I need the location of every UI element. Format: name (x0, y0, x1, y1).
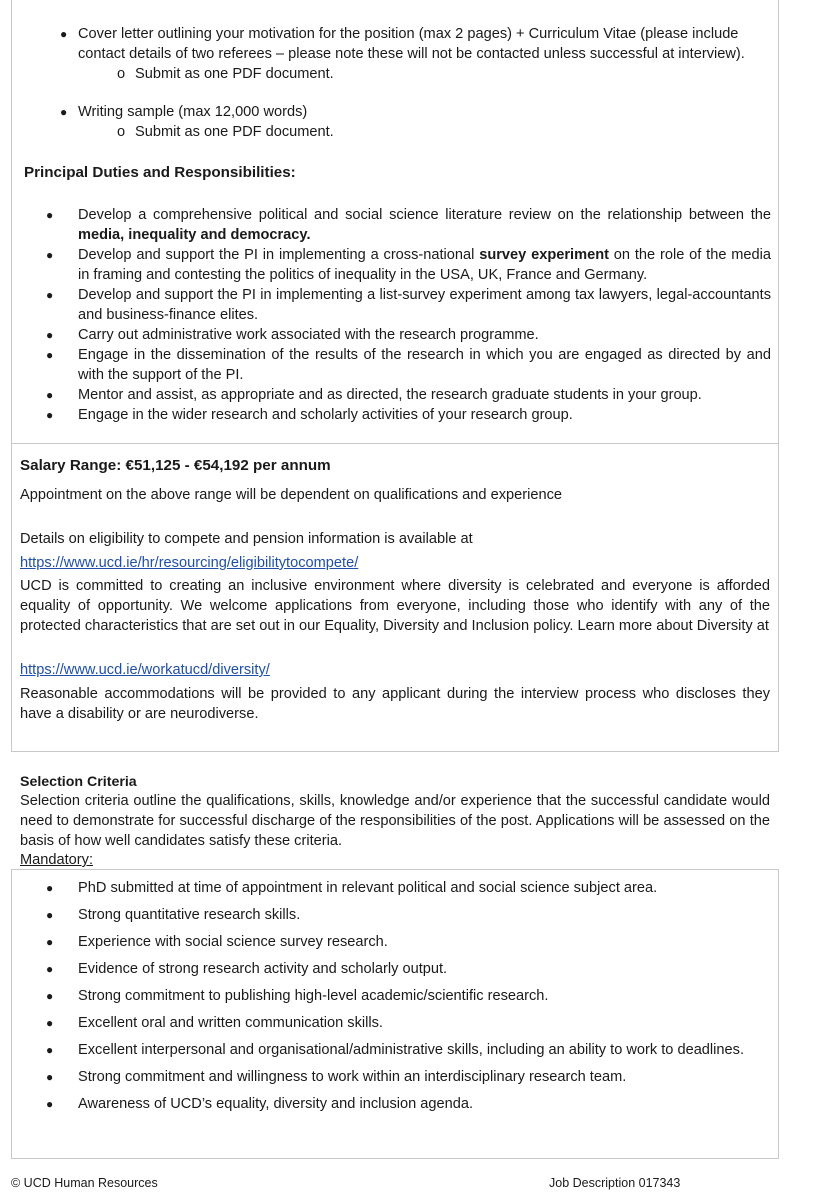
criteria-item (0, 959, 771, 979)
bullet-icon: ● (46, 908, 54, 922)
selection-criteria-description: Selection criteria outline the qualifications, skills, knowledge and/or experience that the successful candidate would need to demonstrate for successful discharge of the responsibilities of the post. Applications will be assessed on the basis of how well candidates satisfy these criteria. (20, 793, 770, 849)
diversity-link[interactable]: https://www.ucd.ie/workatucd/diversity/ (20, 662, 270, 678)
duties-heading: Principal Duties and Responsibilities: (24, 164, 296, 181)
bullet-icon: ● (46, 408, 54, 422)
salary-heading: Salary Range: €51,125 - €54,192 per annum (20, 457, 331, 474)
bullet-icon: ● (46, 935, 54, 949)
sub-list-item-text: Submit as one PDF document. (135, 124, 334, 140)
criteria-text: Strong quantitative research skills. (78, 907, 301, 923)
sub-list-item (0, 122, 780, 142)
bullet-icon: ● (46, 1070, 54, 1084)
criteria-text: Evidence of strong research activity and scholarly output. (78, 961, 448, 977)
bullet-icon: ● (46, 328, 54, 342)
duty-text: Develop and support the PI in implementing a cross-national survey experiment on the role of the media in framing and contesting the politics of inequality in the USA, UK, France and Germany. (78, 247, 772, 283)
appointment-note: Appointment on the above range will be dependent on qualifications and experience (20, 487, 562, 503)
duty-item (0, 345, 771, 385)
sub-list-item-text: Submit as one PDF document. (135, 66, 334, 82)
duty-item (0, 285, 771, 325)
bullet-icon: ● (46, 288, 54, 302)
list-item (0, 102, 780, 122)
duty-text: Engage in the wider research and scholarly activities of your research group. (78, 407, 573, 423)
duty-item (0, 325, 771, 345)
duty-text: Engage in the dissemination of the results of the research in which you are engaged as directed by and with the support of the PI. (78, 347, 771, 383)
duty-item (0, 205, 771, 245)
selection-criteria-heading: Selection Criteria (20, 774, 137, 790)
accommodation-statement: Reasonable accommodations will be provided to any applicant during the interview process who discloses they have a disability or are neurodiverse. (20, 686, 770, 722)
duty-text: Carry out administrative work associated with the research programme. (78, 327, 539, 343)
circle-bullet-icon: o (117, 66, 126, 82)
bullet-icon: ● (60, 105, 68, 119)
list-item (0, 24, 780, 64)
application-materials-list (0, 24, 780, 142)
footer-job-reference: Job Description 017343 (549, 1176, 681, 1190)
eligibility-link[interactable]: https://www.ucd.ie/hr/resourcing/eligibilitytocompete/ (20, 555, 359, 571)
bullet-icon: ● (46, 881, 54, 895)
duty-text: Develop a comprehensive political and social science literature review on the relationship between the media, inequality and democracy. (78, 207, 771, 243)
footer-copyright: © UCD Human Resources (11, 1176, 158, 1190)
eligibility-text: Details on eligibility to compete and pension information is available at (20, 531, 473, 547)
criteria-item (0, 905, 771, 925)
criteria-text: Awareness of UCD’s equality, diversity and inclusion agenda. (78, 1096, 474, 1112)
duty-item (0, 405, 771, 425)
bullet-icon: ● (46, 1043, 54, 1057)
criteria-item (0, 1013, 771, 1033)
criteria-text: Excellent oral and written communication skills. (78, 1015, 383, 1031)
circle-bullet-icon: o (117, 124, 126, 140)
criteria-item (0, 932, 771, 952)
bullet-icon: ● (46, 388, 54, 402)
criteria-text: Experience with social science survey research. (78, 934, 388, 950)
mandatory-criteria-list (0, 878, 771, 1121)
bullet-icon: ● (46, 208, 54, 222)
criteria-text: Strong commitment to publishing high-level academic/scientific research. (78, 988, 549, 1004)
criteria-text: Excellent interpersonal and organisational/administrative skills, including an ability to work to deadlines. (78, 1042, 744, 1058)
list-item-text: Writing sample (max 12,000 words) (78, 104, 308, 120)
criteria-item (0, 986, 771, 1006)
duty-text: Mentor and assist, as appropriate and as directed, the research graduate students in your group. (78, 387, 702, 403)
duty-item (0, 385, 771, 405)
duty-text: Develop and support the PI in implementing a list-survey experiment among tax lawyers, legal-accountants and business-finance elites. (78, 287, 771, 323)
criteria-item (0, 1067, 771, 1087)
criteria-item (0, 1094, 771, 1114)
bullet-icon: ● (46, 962, 54, 976)
criteria-text: Strong commitment and willingness to work within an interdisciplinary research team. (78, 1069, 627, 1085)
mandatory-label: Mandatory: (20, 852, 94, 868)
bullet-icon: ● (46, 989, 54, 1003)
criteria-item (0, 878, 771, 898)
bullet-icon: ● (46, 348, 54, 362)
criteria-text: PhD submitted at time of appointment in relevant political and social science subject area. (78, 880, 658, 896)
bullet-icon: ● (46, 1097, 54, 1111)
duty-item (0, 245, 771, 285)
bullet-icon: ● (60, 27, 68, 41)
duties-list (0, 205, 771, 425)
list-item-text: Cover letter outlining your motivation for the position (max 2 pages) + Curriculum Vitae (please include contact details of two referees – please note these will not be contacted unless successful at interview). (78, 26, 745, 62)
bullet-icon: ● (46, 248, 54, 262)
bullet-icon: ● (46, 1016, 54, 1030)
diversity-statement: UCD is committed to creating an inclusive environment where diversity is celebrated and everyone is afforded equality of opportunity. We welcome applications from everyone, including those who identify with any of the protected characteristics that are set out in our Equality, Diversity and Inclusion policy. Learn more about Diversity at (20, 578, 770, 634)
sub-list-item (0, 64, 780, 84)
criteria-item (0, 1040, 771, 1060)
